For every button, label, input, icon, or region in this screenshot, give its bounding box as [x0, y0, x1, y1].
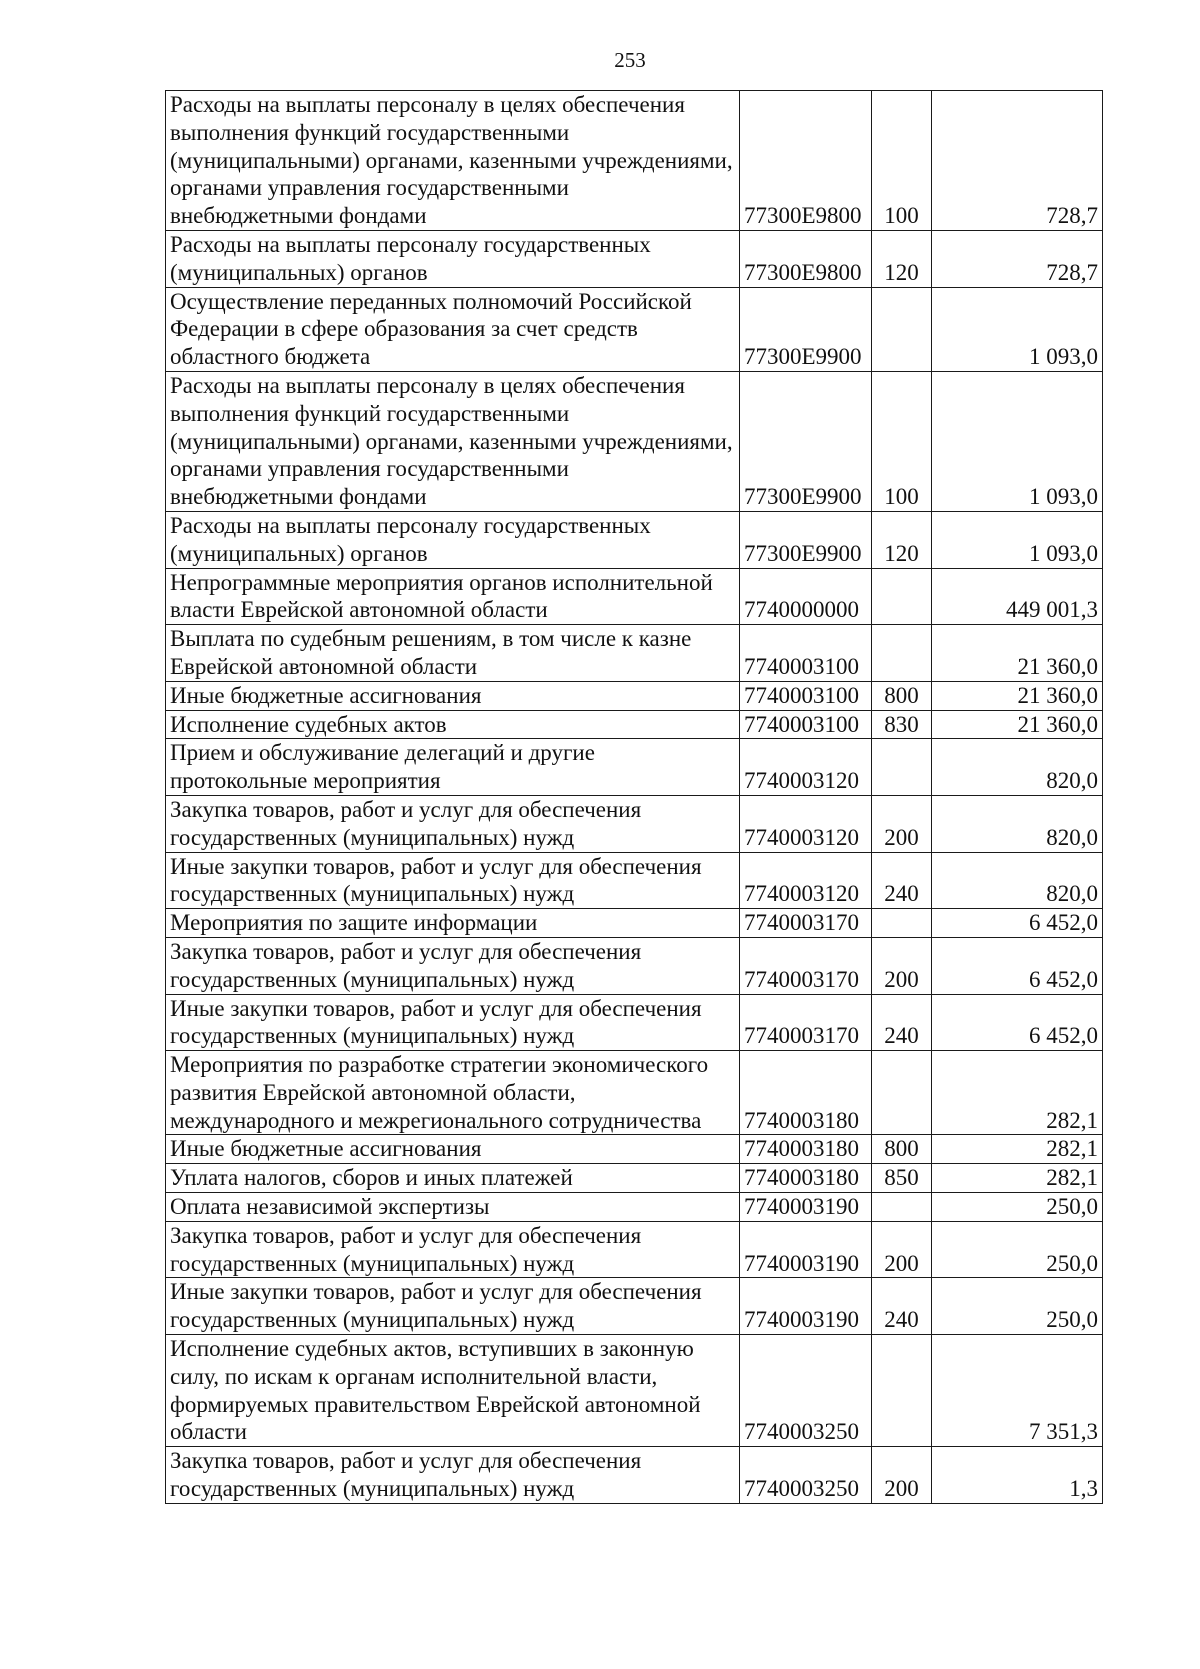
row-code: 7740003100 [740, 681, 872, 710]
row-expense-type: 120 [872, 511, 932, 568]
row-code: 77300E9800 [740, 230, 872, 287]
row-code: 7740003100 [740, 625, 872, 682]
table-row [166, 625, 1103, 682]
table-row [166, 1221, 1103, 1278]
table-row [166, 287, 1103, 371]
row-name: Непрограммные мероприятия органов исполнительной власти Еврейской автономной области [166, 568, 740, 625]
row-expense-type: 830 [872, 710, 932, 739]
row-name: Мероприятия по разработке стратегии экономического развития Еврейской автономной области, международного и межрегионального сотрудничества [166, 1051, 740, 1135]
row-amount: 7 351,3 [932, 1335, 1103, 1447]
row-name: Исполнение судебных актов, вступивших в законную силу, по искам к органам исполнительной власти, формируемых правительством Еврейской автономной области [166, 1335, 740, 1447]
row-expense-type: 240 [872, 852, 932, 909]
row-name: Исполнение судебных актов [166, 710, 740, 739]
row-expense-type: 100 [872, 91, 932, 231]
table-row [166, 568, 1103, 625]
row-expense-type: 200 [872, 1221, 932, 1278]
table-row [166, 681, 1103, 710]
row-name: Прием и обслуживание делегаций и другие протокольные мероприятия [166, 739, 740, 796]
table-row [166, 1164, 1103, 1193]
row-code: 7740000000 [740, 568, 872, 625]
table-row [166, 511, 1103, 568]
row-name: Оплата независимой экспертизы [166, 1193, 740, 1222]
row-code: 7740003170 [740, 937, 872, 994]
row-name: Расходы на выплаты персоналу государственных (муниципальных) органов [166, 511, 740, 568]
table-row [166, 795, 1103, 852]
row-expense-type: 200 [872, 795, 932, 852]
row-name: Закупка товаров, работ и услуг для обеспечения государственных (муниципальных) нужд [166, 795, 740, 852]
table-row [166, 937, 1103, 994]
row-expense-type [872, 1051, 932, 1135]
row-amount: 1 093,0 [932, 371, 1103, 511]
row-expense-type: 800 [872, 681, 932, 710]
row-name: Уплата налогов, сборов и иных платежей [166, 1164, 740, 1193]
row-name: Иные закупки товаров, работ и услуг для обеспечения государственных (муниципальных) нужд [166, 1278, 740, 1335]
budget-table-body [166, 91, 1103, 1504]
table-row [166, 1051, 1103, 1135]
row-amount: 728,7 [932, 230, 1103, 287]
row-name: Иные бюджетные ассигнования [166, 681, 740, 710]
row-code: 7740003120 [740, 739, 872, 796]
row-expense-type [872, 739, 932, 796]
row-code: 7740003180 [740, 1051, 872, 1135]
row-amount: 21 360,0 [932, 710, 1103, 739]
table-row [166, 909, 1103, 938]
row-amount: 449 001,3 [932, 568, 1103, 625]
row-amount: 6 452,0 [932, 909, 1103, 938]
row-code: 7740003180 [740, 1164, 872, 1193]
table-row [166, 739, 1103, 796]
row-amount: 282,1 [932, 1051, 1103, 1135]
row-amount: 250,0 [932, 1193, 1103, 1222]
row-amount: 6 452,0 [932, 937, 1103, 994]
page-number: 253 [614, 48, 646, 72]
row-expense-type: 850 [872, 1164, 932, 1193]
row-expense-type [872, 909, 932, 938]
row-name: Расходы на выплаты персоналу в целях обеспечения выполнения функций государственными (муниципальными) органами, казенными учреждениями, органами управления государственными внебюджетными фондами [166, 91, 740, 231]
row-amount: 6 452,0 [932, 994, 1103, 1051]
table-row [166, 1447, 1103, 1504]
row-name: Расходы на выплаты персоналу государственных (муниципальных) органов [166, 230, 740, 287]
table-row [166, 710, 1103, 739]
row-code: 7740003120 [740, 795, 872, 852]
row-amount: 250,0 [932, 1278, 1103, 1335]
row-amount: 1,3 [932, 1447, 1103, 1504]
row-code: 7740003250 [740, 1447, 872, 1504]
row-code: 77300E9900 [740, 371, 872, 511]
row-code: 7740003180 [740, 1135, 872, 1164]
row-amount: 250,0 [932, 1221, 1103, 1278]
row-name: Расходы на выплаты персоналу в целях обеспечения выполнения функций государственными (муниципальными) органами, казенными учреждениями, органами управления государственными внебюджетными фондами [166, 371, 740, 511]
row-expense-type [872, 568, 932, 625]
row-code: 7740003190 [740, 1221, 872, 1278]
row-name: Мероприятия по защите информации [166, 909, 740, 938]
row-expense-type [872, 625, 932, 682]
row-code: 77300E9800 [740, 91, 872, 231]
row-expense-type: 200 [872, 937, 932, 994]
row-amount: 1 093,0 [932, 287, 1103, 371]
table-row [166, 1335, 1103, 1447]
row-code: 7740003190 [740, 1278, 872, 1335]
row-name: Иные бюджетные ассигнования [166, 1135, 740, 1164]
row-name: Иные закупки товаров, работ и услуг для обеспечения государственных (муниципальных) нужд [166, 852, 740, 909]
row-code: 7740003120 [740, 852, 872, 909]
row-expense-type: 240 [872, 1278, 932, 1335]
row-name: Закупка товаров, работ и услуг для обеспечения государственных (муниципальных) нужд [166, 937, 740, 994]
row-amount: 21 360,0 [932, 681, 1103, 710]
row-name: Закупка товаров, работ и услуг для обеспечения государственных (муниципальных) нужд [166, 1221, 740, 1278]
table-row [166, 1278, 1103, 1335]
row-expense-type: 120 [872, 230, 932, 287]
row-amount: 820,0 [932, 852, 1103, 909]
row-name: Иные закупки товаров, работ и услуг для обеспечения государственных (муниципальных) нужд [166, 994, 740, 1051]
row-amount: 282,1 [932, 1164, 1103, 1193]
budget-table [165, 90, 1103, 1504]
table-row [166, 371, 1103, 511]
row-name: Закупка товаров, работ и услуг для обеспечения государственных (муниципальных) нужд [166, 1447, 740, 1504]
row-expense-type: 100 [872, 371, 932, 511]
row-code: 77300E9900 [740, 287, 872, 371]
row-expense-type [872, 1335, 932, 1447]
row-amount: 820,0 [932, 739, 1103, 796]
row-expense-type [872, 1193, 932, 1222]
row-code: 7740003170 [740, 994, 872, 1051]
table-row [166, 1135, 1103, 1164]
row-amount: 728,7 [932, 91, 1103, 231]
row-amount: 282,1 [932, 1135, 1103, 1164]
row-code: 77300E9900 [740, 511, 872, 568]
table-row [166, 91, 1103, 231]
row-code: 7740003100 [740, 710, 872, 739]
row-amount: 1 093,0 [932, 511, 1103, 568]
row-amount: 21 360,0 [932, 625, 1103, 682]
table-row [166, 994, 1103, 1051]
row-code: 7740003170 [740, 909, 872, 938]
row-name: Осуществление переданных полномочий Российской Федерации в сфере образования за счет средств областного бюджета [166, 287, 740, 371]
row-code: 7740003190 [740, 1193, 872, 1222]
row-amount: 820,0 [932, 795, 1103, 852]
row-expense-type: 800 [872, 1135, 932, 1164]
table-row [166, 230, 1103, 287]
row-code: 7740003250 [740, 1335, 872, 1447]
table-row [166, 852, 1103, 909]
row-expense-type: 200 [872, 1447, 932, 1504]
table-row [166, 1193, 1103, 1222]
row-expense-type: 240 [872, 994, 932, 1051]
row-expense-type [872, 287, 932, 371]
row-name: Выплата по судебным решениям, в том числе к казне Еврейской автономной области [166, 625, 740, 682]
